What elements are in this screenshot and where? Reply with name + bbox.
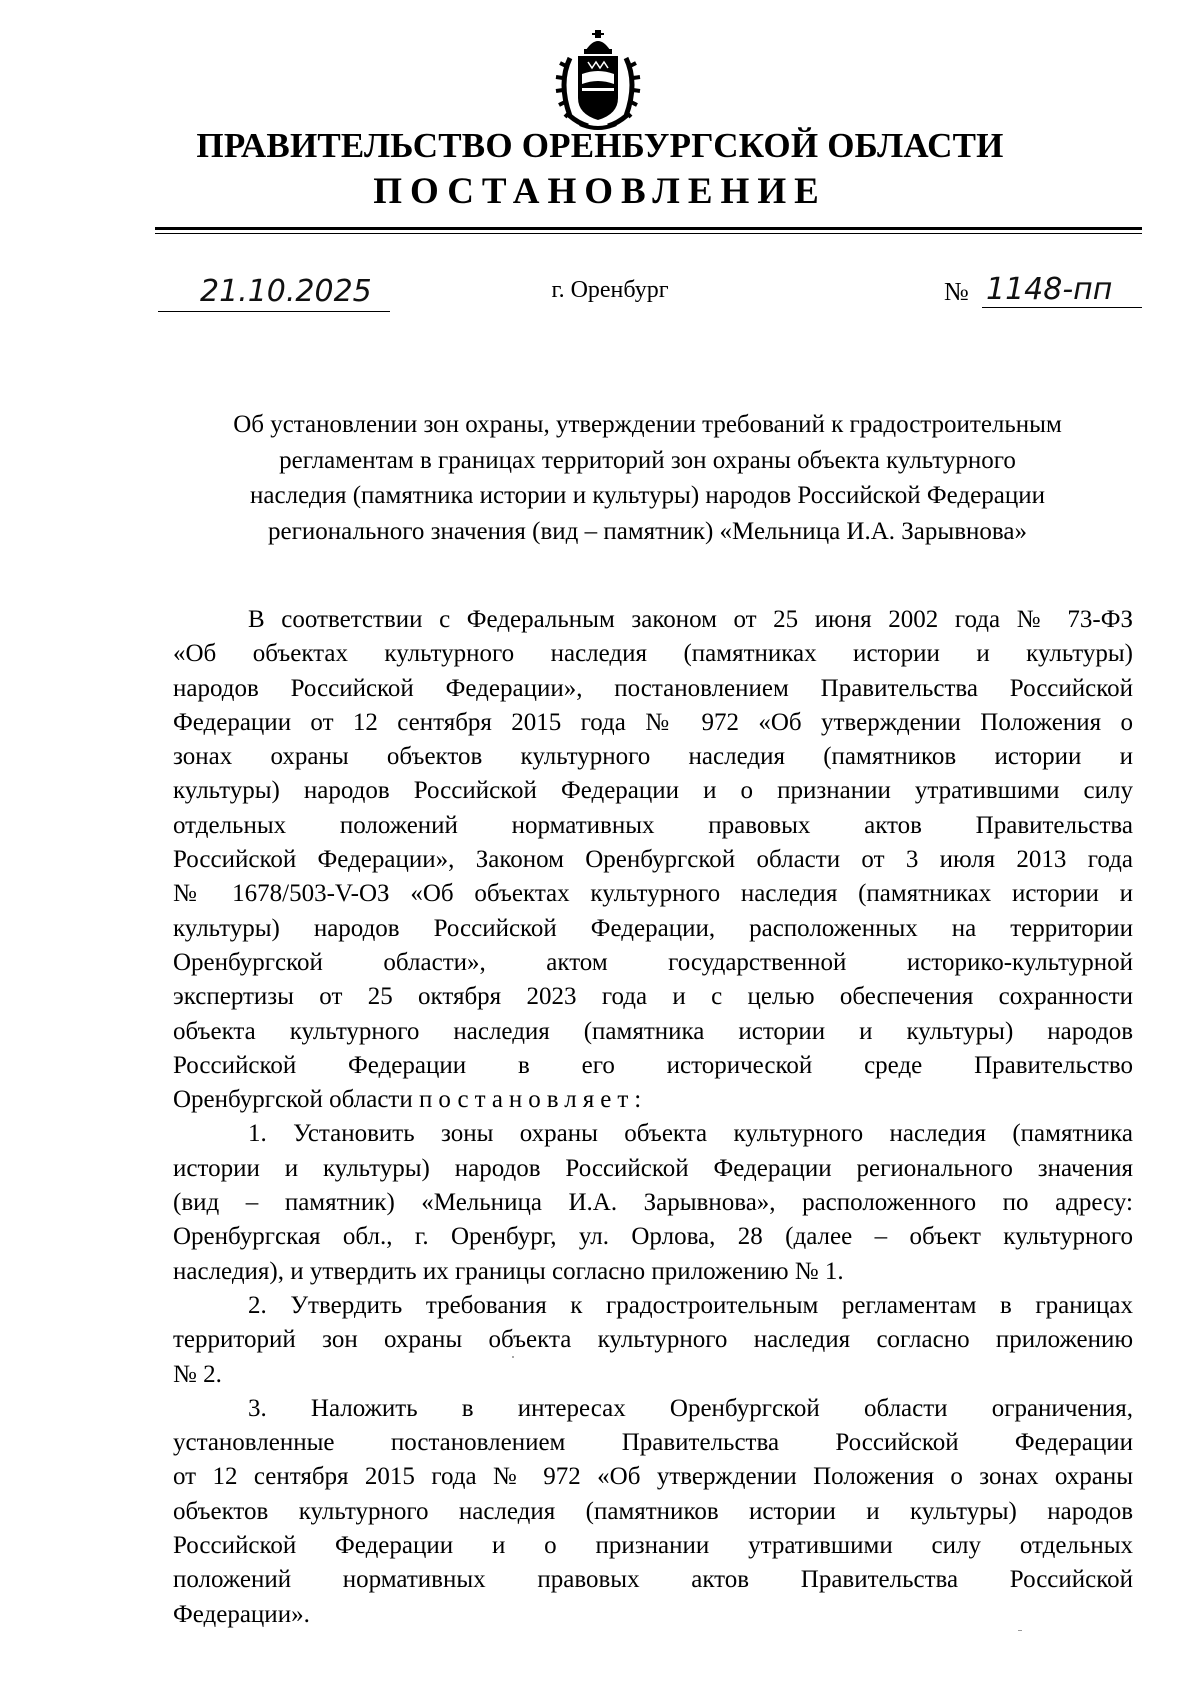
body-line: культуры) народов Российской Федерации, расположенных на территории: [173, 914, 1133, 942]
number-underline: [982, 307, 1142, 308]
body-line: экспертизы от 25 октября 2023 года и с целью обеспечения сохранности: [173, 983, 1133, 1011]
body-line: Российской Федерации в его исторической среде Правительство: [173, 1051, 1133, 1079]
document-type-title: ПОСТАНОВЛЕНИЕ: [373, 171, 827, 212]
coat-of-arms-icon: [548, 28, 648, 133]
body-line: объекта культурного наследия (памятника истории и культуры) народов: [173, 1017, 1133, 1045]
body-line: отдельных положений нормативных правовых актов Правительства: [173, 811, 1133, 839]
body-line: № 1678/503-V-ОЗ «Об объектах культурного наследия (памятниках истории и: [173, 880, 1133, 908]
header-divider-thin: [155, 233, 1142, 234]
body-line: В соответствии с Федеральным законом от 25 июня 2002 года № 73-ФЗ: [248, 606, 1133, 633]
clause-1-line: истории и культуры) народов Российской Федерации регионального значения: [173, 1154, 1133, 1182]
document-body: [173, 603, 1133, 1632]
body-line: «Об объектах культурного наследия (памятниках истории и культуры): [173, 640, 1133, 668]
clause-3-line: 3. Наложить в интересах Оренбургской области ограничения,: [248, 1394, 1133, 1422]
clause-3-line: Федерации».: [173, 1600, 310, 1628]
clause-3-line: установленные постановлением Правительства Российской Федерации: [173, 1429, 1133, 1457]
clause-2-line: 2. Утвердить требования к градостроительным регламентам в границах: [248, 1291, 1133, 1319]
body-line: Федерации от 12 сентября 2015 года № 972 «Об утверждении Положения о: [173, 708, 1133, 736]
clause-3-line: положений нормативных правовых актов Правительства Российской: [173, 1566, 1133, 1594]
document-subject: [160, 407, 1135, 549]
decree-verb: постановляет:: [418, 1086, 648, 1114]
clause-3-line: от 12 сентября 2015 года № 972 «Об утверждении Положения о зонах охраны: [173, 1463, 1133, 1491]
document-date: 21.10.2025: [200, 274, 372, 309]
scan-speck: [1018, 1630, 1022, 1631]
date-underline: [158, 311, 390, 312]
clause-1-line: Оренбургская обл., г. Оренбург, ул. Орлова, 28 (далее – объект культурного: [173, 1223, 1133, 1251]
clause-3-line: объектов культурного наследия (памятников истории и культуры) народов: [173, 1497, 1133, 1525]
subject-line: наследия (памятника истории и культуры) народов Российской Федерации: [250, 482, 1045, 509]
document-date-field: [158, 274, 390, 314]
header-divider-thick: [155, 227, 1142, 230]
document-number: 1148-пп: [986, 272, 1113, 307]
document-number-field: [944, 272, 1149, 312]
body-line: [173, 1083, 1133, 1117]
scan-speck: [512, 1356, 514, 1358]
body-line: зонах охраны объектов культурного наследия (памятников истории и: [173, 743, 1133, 771]
clause-2-line: № 2.: [173, 1360, 222, 1388]
body-line-start: Оренбургской области: [173, 1086, 413, 1114]
clause-3-line: Российской Федерации и о признании утратившими силу отдельных: [173, 1532, 1133, 1560]
subject-line: регионального значения (вид – памятник) «Мельница И.А. Зарывнова»: [268, 517, 1027, 545]
clause-1-line: (вид – памятник) «Мельница И.А. Зарывнова», расположенного по адресу:: [173, 1189, 1133, 1217]
subject-line: регламентам в границах территорий зон охраны объекта культурного: [279, 446, 1016, 474]
body-line: народов Российской Федерации», постановлением Правительства Российской: [173, 674, 1133, 702]
organization-title: ПРАВИТЕЛЬСТВО ОРЕНБУРГСКОЙ ОБЛАСТИ: [196, 126, 1004, 165]
body-line: Оренбургской области», актом государственной историко-культурной: [173, 948, 1133, 976]
clause-1-line: наследия), и утвердить их границы согласно приложению № 1.: [173, 1257, 844, 1285]
clause-2-line: территорий зон охраны объекта культурного наследия согласно приложению: [173, 1326, 1133, 1354]
body-line: культуры) народов Российской Федерации и о признании утратившими силу: [173, 777, 1133, 805]
clause-1-line: 1. Установить зоны охраны объекта культурного наследия (памятника: [248, 1120, 1133, 1148]
subject-line: Об установлении зон охраны, утверждении требований к градостроительным: [233, 411, 1062, 438]
document-city: г. Оренбург: [551, 277, 669, 303]
body-line: Российской Федерации», Законом Оренбургской области от 3 июля 2013 года: [173, 846, 1133, 874]
number-sign: №: [944, 277, 969, 306]
